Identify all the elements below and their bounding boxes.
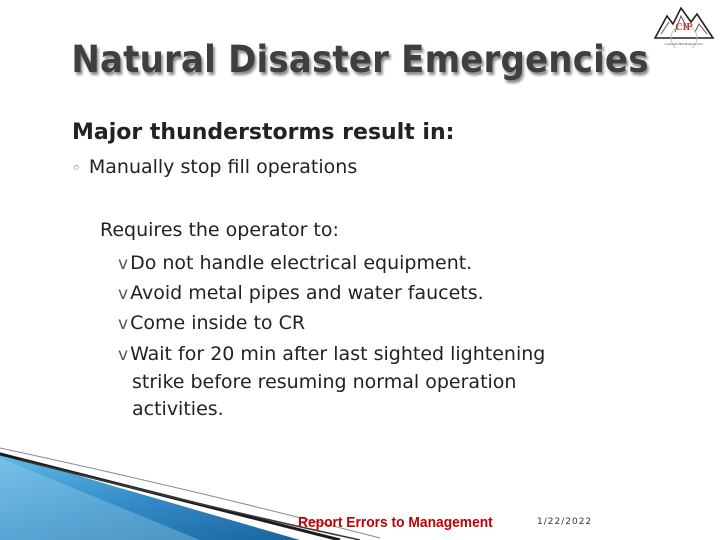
- check-bullet-icon: v: [118, 345, 129, 365]
- check-bullet-icon: v: [118, 284, 129, 304]
- bullet-continuation: activities.: [132, 398, 224, 420]
- slide-title: Natural Disaster Emergencies: [71, 38, 649, 81]
- bullet-level4: [118, 282, 484, 304]
- check-bullet-icon: v: [118, 254, 129, 274]
- bullet-text: Wait for 20 min after last sighted lightening: [130, 343, 546, 365]
- bullet-level4: [118, 252, 472, 274]
- check-bullet-icon: v: [118, 314, 129, 334]
- bullet-level1: [28, 120, 454, 145]
- bullet-text: Manually stop fill operations: [88, 156, 358, 178]
- bullet-text: Avoid metal pipes and water faucets.: [130, 282, 484, 304]
- footer-text: Report Errors to Management: [298, 514, 493, 531]
- bullet-level3: [98, 219, 339, 241]
- circle-bullet-icon: ◦: [72, 159, 81, 177]
- bullet-text: Requires the operator to:: [100, 219, 339, 241]
- svg-text:Colorado Hill Products LLC: Colorado Hill Products LLC: [664, 42, 704, 46]
- svg-text:CIP: CIP: [675, 22, 693, 33]
- bullet-text: Come inside to CR: [130, 312, 306, 334]
- bullet-level4: [118, 343, 545, 365]
- bullet-level2: [72, 156, 357, 178]
- bullet-text: Do not handle electrical equipment.: [130, 252, 473, 274]
- bullet-continuation: strike before resuming normal operation: [132, 371, 517, 393]
- bullet-text: Major thunderstorms result in:: [72, 120, 455, 145]
- bullet-level4: [118, 312, 305, 334]
- slide-date: 1/22/2022: [537, 517, 593, 527]
